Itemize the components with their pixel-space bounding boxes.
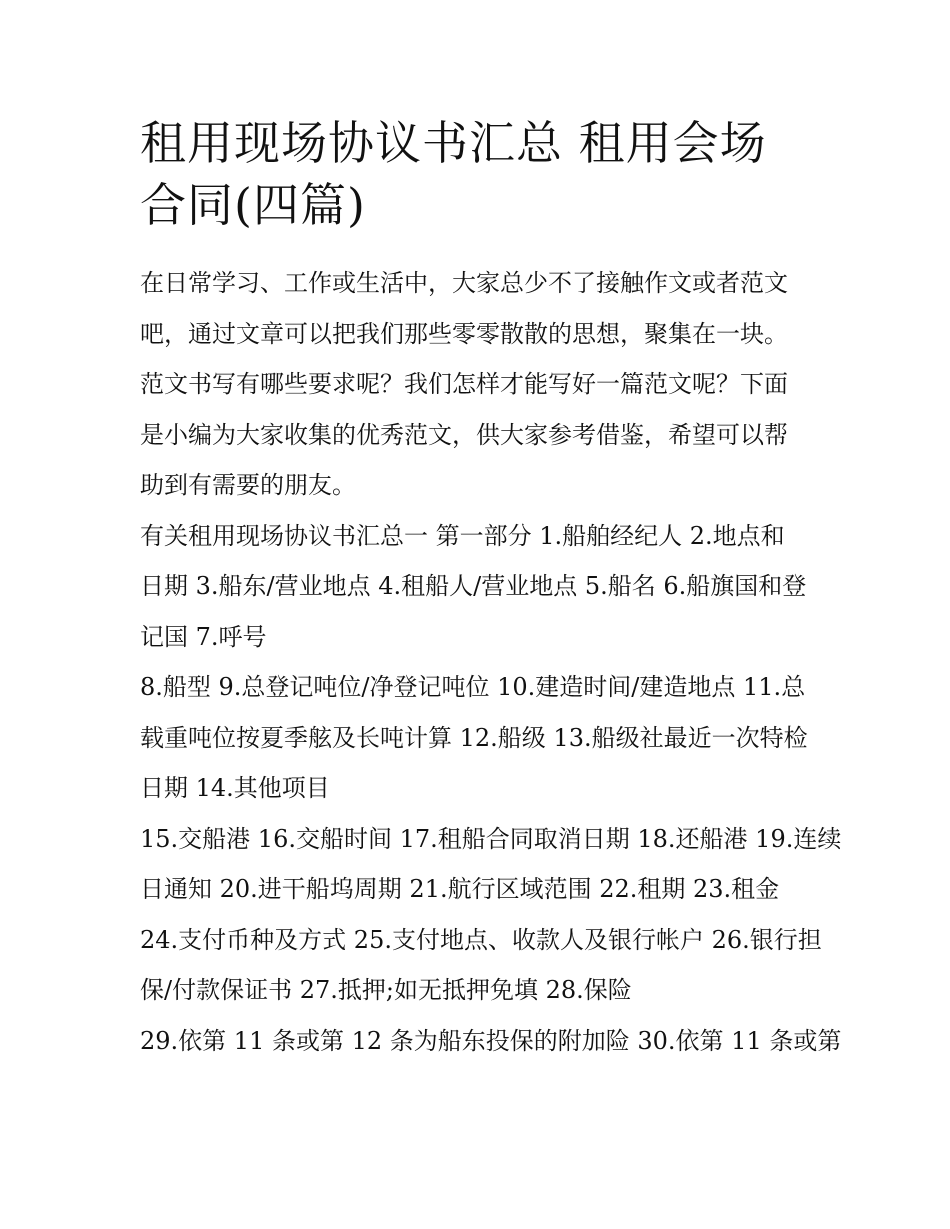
title-line: 合同(四篇) [140, 178, 366, 232]
text-line: 8.船型 9.总登记吨位/净登记吨位 10.建造时间/建造地点 11.总 [140, 673, 806, 701]
text-line: 在日常学习、工作或生活中，大家总少不了接触作文或者范文 [140, 269, 788, 297]
document-page [140, 112, 842, 1066]
text-line: 保/付款保证书 27.抵押;如无抵押免填 28.保险 [140, 976, 632, 1004]
text-line: 日通知 20.进干船坞周期 21.航行区域范围 22.租期 23.租金 [140, 875, 780, 903]
text-line: 吧，通过文章可以把我们那些零零散散的思想，聚集在一块。 [140, 319, 788, 348]
document-title [140, 112, 820, 236]
contract-paragraph [140, 662, 820, 814]
text-line: 29.依第 11 条或第 12 条为船东投保的附加险 30.依第 11 条或第 [140, 1026, 842, 1055]
text-line: 范文书写有哪些要求呢？我们怎样才能写好一篇范文呢？下面 [140, 370, 788, 398]
contract-paragraph [140, 814, 842, 915]
text-line: 15.交船港 16.交船时间 17.租船合同取消日期 18.还船港 19.连续 [140, 824, 842, 853]
title-line: 租用现场协议书汇总 租用会场 [140, 116, 767, 170]
intro-paragraph [140, 258, 820, 511]
text-line: 记国 7.呼号 [140, 622, 267, 651]
text-line: 有关租用现场协议书汇总一 第一部分 1.船舶经纪人 2.地点和 [140, 521, 785, 550]
text-line: 是小编为大家收集的优秀范文，供大家参考借鉴，希望可以帮 [140, 420, 788, 449]
contract-paragraph [140, 511, 820, 663]
contract-paragraph [140, 1016, 842, 1067]
contract-paragraph [140, 915, 820, 1016]
text-line: 日期 14.其他项目 [140, 774, 330, 802]
text-line: 助到有需要的朋友。 [140, 471, 356, 499]
text-line: 载重吨位按夏季舷及长吨计算 12.船级 13.船级社最近一次特检 [140, 723, 808, 752]
text-line: 日期 3.船东/营业地点 4.租船人/营业地点 5.船名 6.船旗国和登 [140, 572, 807, 600]
text-line: 24.支付币种及方式 25.支付地点、收款人及银行帐户 26.银行担 [140, 925, 822, 954]
